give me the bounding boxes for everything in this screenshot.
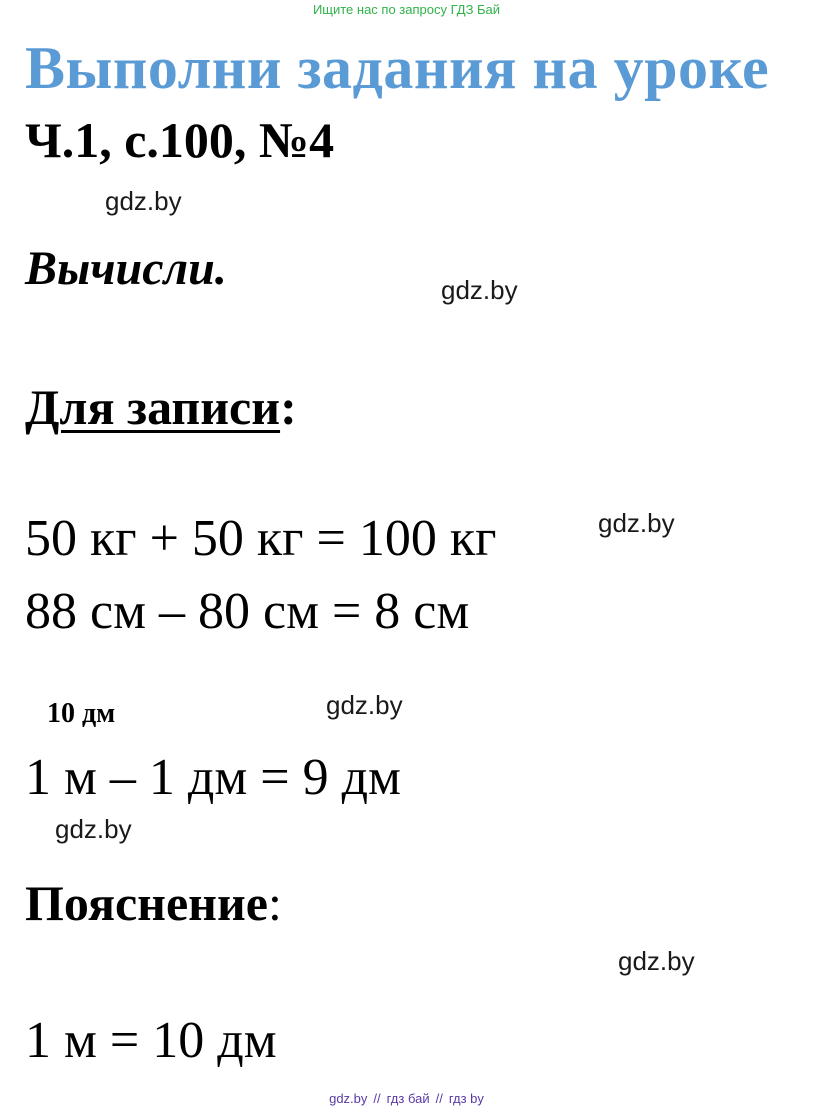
page-subtitle: Ч.1, с.100, №4 xyxy=(25,112,335,168)
watermark: gdz.by xyxy=(55,814,132,844)
record-section-heading xyxy=(25,379,297,435)
explanation-heading xyxy=(25,875,282,931)
explanation-heading-colon: : xyxy=(268,875,282,931)
watermark: gdz.by xyxy=(326,690,403,720)
watermark: gdz.by xyxy=(598,508,675,538)
footer-separator: // xyxy=(373,1091,381,1106)
equation-length-dm: 1 м – 1 дм = 9 дм xyxy=(25,749,401,806)
watermark: gdz.by xyxy=(618,946,695,976)
footer-separator: // xyxy=(435,1091,443,1106)
conversion-annotation: 10 дм xyxy=(47,698,116,729)
equation-length-cm: 88 см – 80 см = 8 см xyxy=(25,583,470,640)
footer-link-gdz-by[interactable]: gdz.by xyxy=(329,1091,368,1106)
equation-mass: 50 кг + 50 кг = 100 кг xyxy=(25,510,497,567)
watermark: gdz.by xyxy=(105,186,182,216)
footer-link-gdz-bai[interactable]: гдз бай xyxy=(386,1091,430,1106)
page-title: Выполни задания на уроке xyxy=(25,35,770,101)
task-instruction: Вычисли. xyxy=(25,242,227,295)
search-hint: Ищите нас по запросу ГДЗ Бай xyxy=(312,2,501,17)
watermark: gdz.by xyxy=(441,275,518,305)
record-heading-colon: : xyxy=(280,379,297,435)
record-heading-text: Для записи xyxy=(25,379,281,435)
explanation-heading-text: Пояснение xyxy=(25,875,268,931)
explanation-text: 1 м = 10 дм xyxy=(25,1012,277,1069)
footer-link-gdz-by-cyr[interactable]: гдз by xyxy=(448,1091,484,1106)
footer-links xyxy=(0,1091,813,1106)
